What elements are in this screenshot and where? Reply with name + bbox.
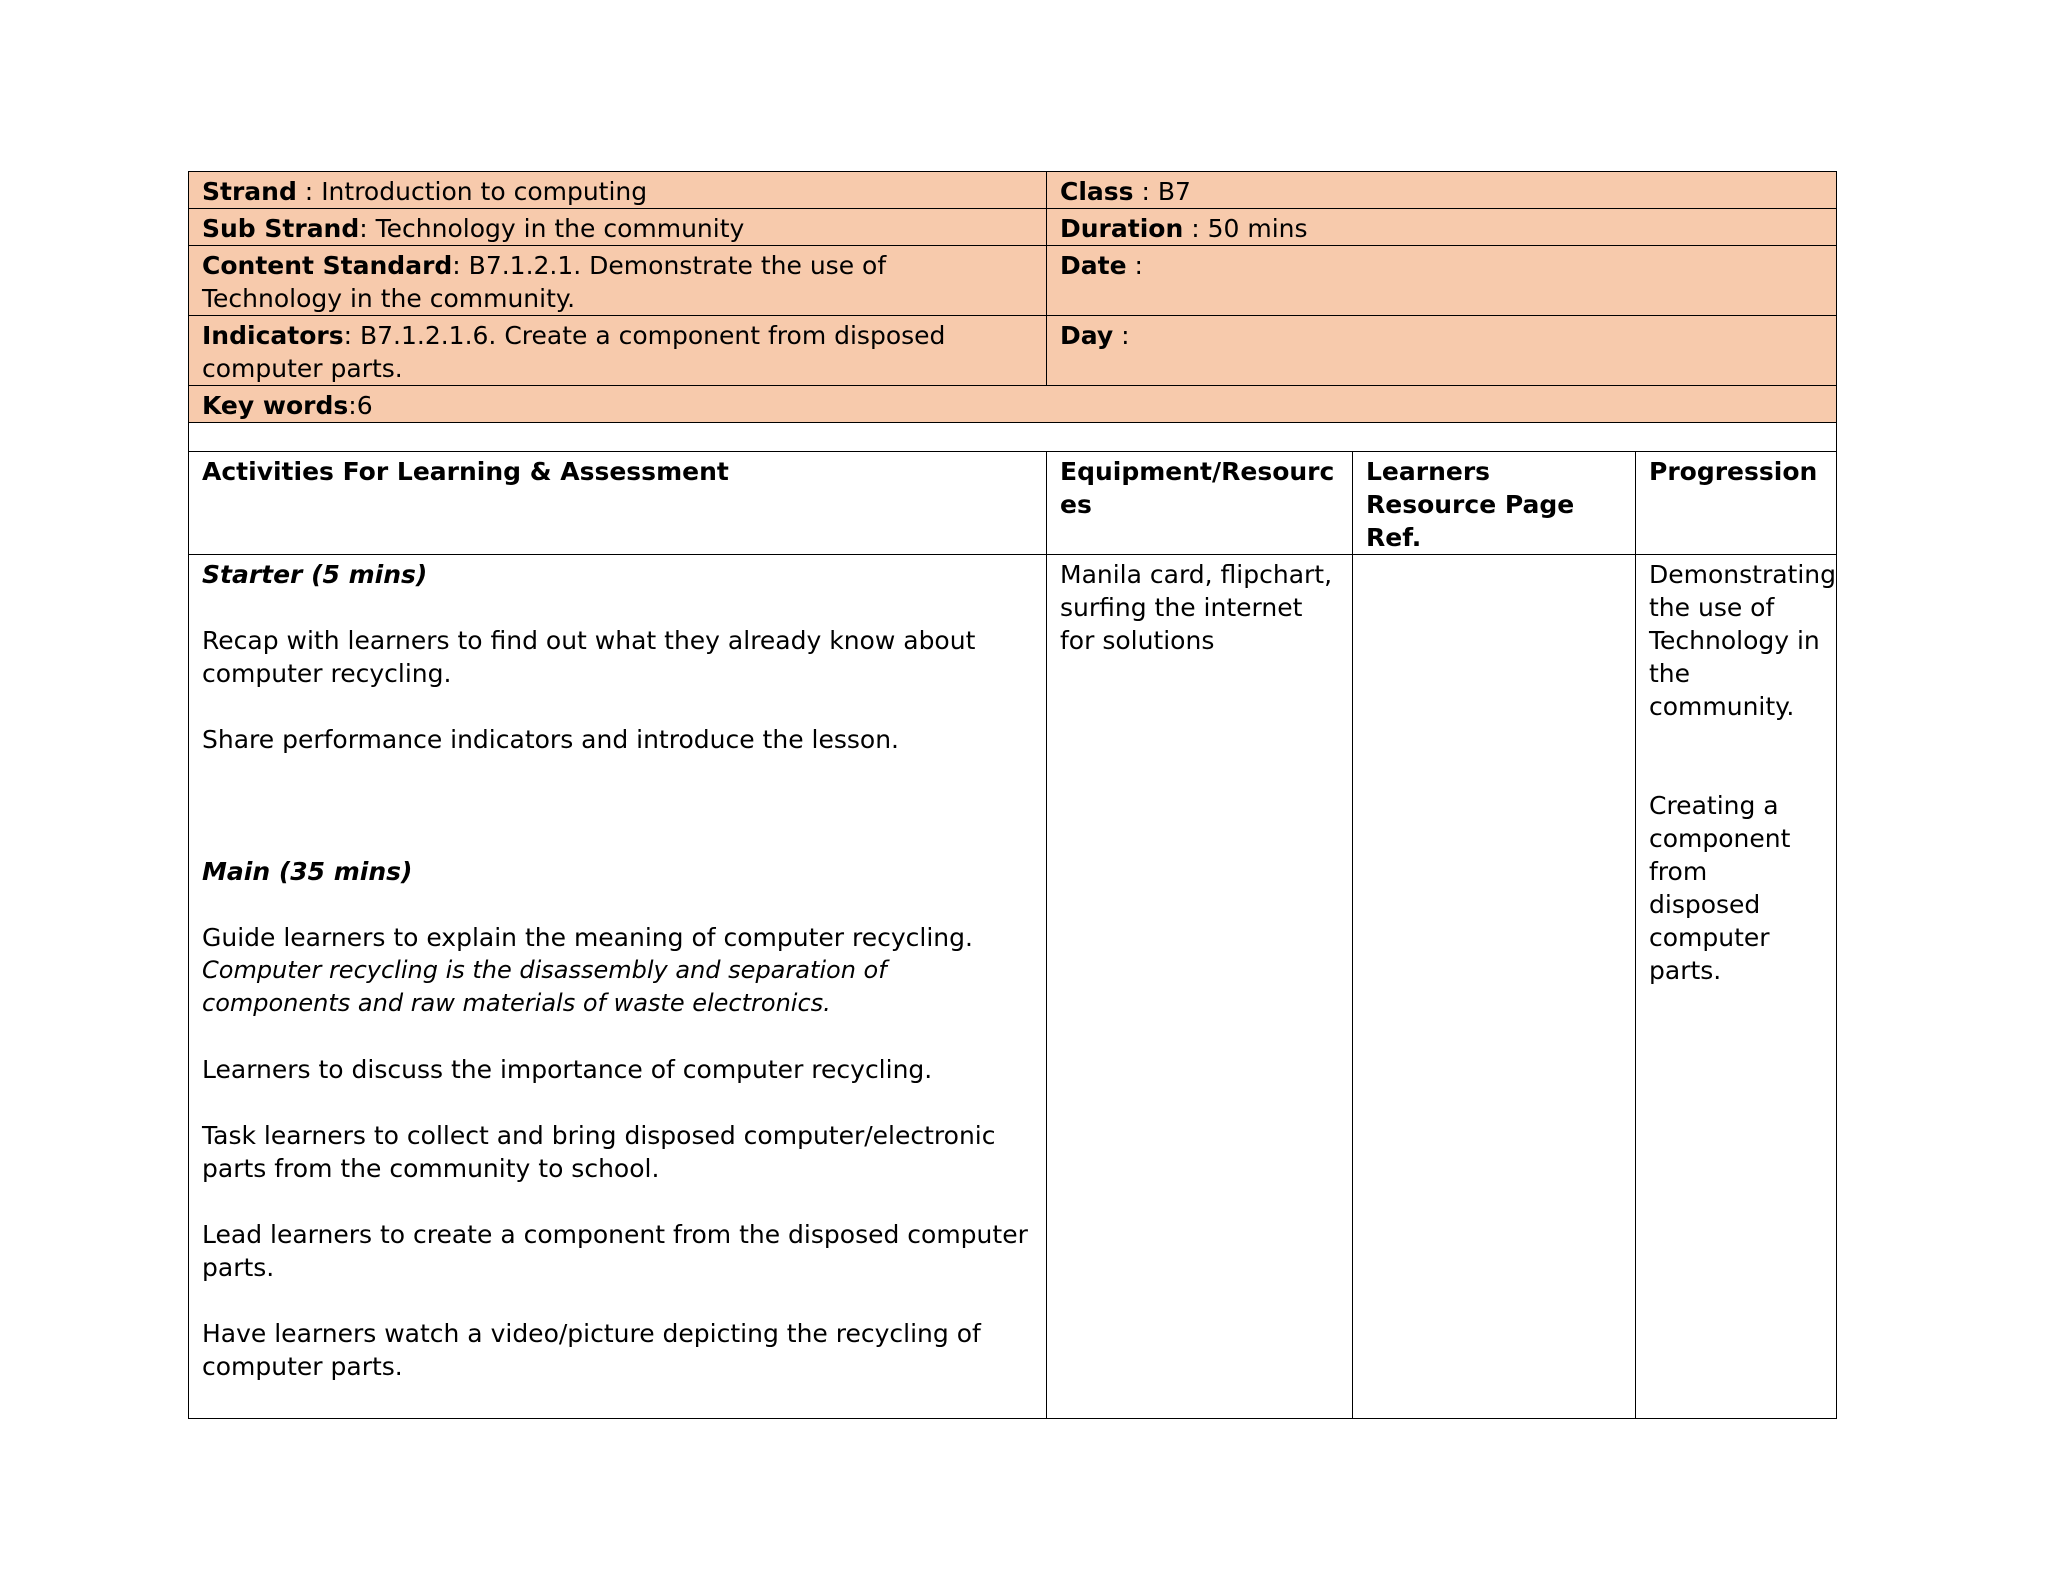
content-standard-value: B7.1.2.1. Demonstrate the use of Technology in the community. [202,251,887,313]
lesson-plan-table [188,171,1837,1419]
spacer-row [189,423,1837,452]
col-header-learners-resource: Learners Resource Page Ref. [1353,452,1636,555]
sub-strand-value: Technology in the community [375,214,745,243]
indicators-sep: : [343,321,360,350]
duration-sep: : [1183,214,1208,243]
header-row-substrand [189,209,1837,246]
strand-value: Introduction to computing [321,177,648,206]
learners-resource-cell [1353,555,1636,1419]
class-sep: : [1133,177,1158,206]
col-header-progression: Progression [1636,452,1837,555]
content-standard-cell [189,246,1047,316]
indicators-label: Indicators [202,321,344,350]
header-row-indicators [189,316,1837,386]
sub-strand-label: Sub Strand [202,214,360,243]
strand-sep: : [296,177,322,206]
duration-value: 50 mins [1207,214,1308,243]
sub-strand-sep: : [359,214,376,243]
starter-recap-text: Recap with learners to find out what they already know about computer recycling. [202,626,976,688]
strand-label: Strand [202,177,297,206]
header-row-strand [189,172,1837,209]
main-lead-text: Lead learners to create a component from the disposed computer parts. [202,1220,1028,1282]
date-sep: : [1126,251,1143,280]
key-words-cell [189,386,1837,423]
day-cell [1047,316,1837,386]
duration-cell [1047,209,1837,246]
main-title: Main (35 mins) [202,857,413,886]
class-cell [1047,172,1837,209]
equipment-cell [1047,555,1353,1419]
content-standard-sep: : [452,251,469,280]
duration-label: Duration [1060,214,1184,243]
date-cell [1047,246,1837,316]
main-guide-text: Guide learners to explain the meaning of computer recycling. [202,923,973,952]
header-row-key-words [189,386,1837,423]
activities-cell [189,555,1047,1419]
content-standard-label: Content Standard [202,251,453,280]
equipment-text: Manila card, flipchart, surfing the internet for solutions [1060,560,1333,655]
class-value: B7 [1157,177,1191,206]
main-task-text: Task learners to collect and bring disposed computer/electronic parts from the community to school. [202,1121,996,1183]
lesson-plan-document [188,171,1836,1419]
col-header-equipment: Equipment/Resourc es [1047,452,1353,555]
progression-text-2: Creating a component from disposed computer parts. [1649,791,1791,985]
sub-strand-cell [189,209,1047,246]
lesson-body-row [189,555,1837,1419]
key-words-sep: : [348,391,357,420]
key-words-value: 6 [356,391,373,420]
strand-cell [189,172,1047,209]
class-label: Class [1060,177,1134,206]
indicators-value: B7.1.2.1.6. Create a component from disposed computer parts. [202,321,946,383]
key-words-label: Key words [202,391,349,420]
progression-text-1: Demonstrating the use of Technology in the community. [1649,560,1837,721]
column-header-row [189,452,1837,555]
progression-cell [1636,555,1837,1419]
header-row-content-standard [189,246,1837,316]
main-video-text: Have learners watch a video/picture depicting the recycling of computer parts. [202,1319,981,1381]
day-label: Day [1060,321,1114,350]
col-header-activities: Activities For Learning & Assessment [189,452,1047,555]
main-definition-text: Computer recycling is the disassembly and separation of components and raw materials of waste electronics. [202,956,887,1017]
starter-title: Starter (5 mins) [202,560,428,589]
indicators-cell [189,316,1047,386]
main-discuss-text: Learners to discuss the importance of computer recycling. [202,1055,933,1084]
date-label: Date [1060,251,1127,280]
starter-share-text: Share performance indicators and introduce the lesson. [202,725,899,754]
day-sep: : [1113,321,1130,350]
